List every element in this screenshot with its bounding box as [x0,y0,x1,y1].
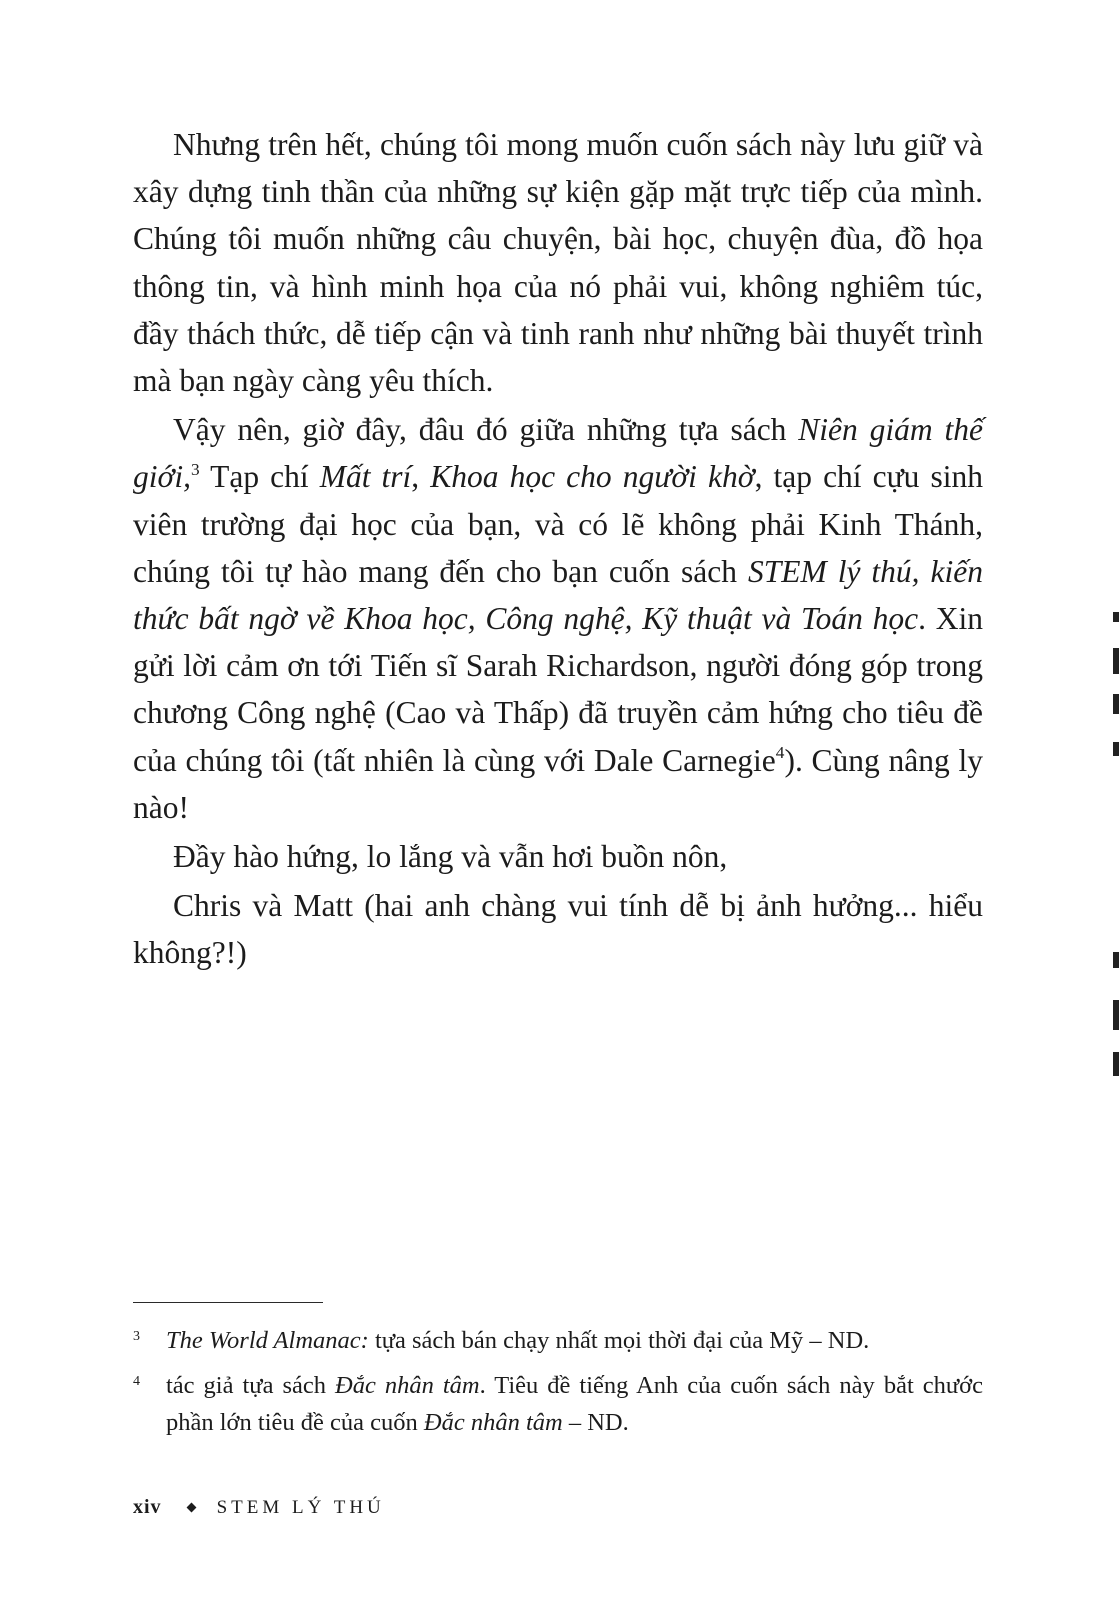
page-number: xiv [133,1496,162,1518]
edge-mark [1113,694,1119,714]
p2-text-1: Vậy nên, giờ đây, đâu đó giữa những tựa sách [173,412,799,448]
edge-mark [1113,1052,1119,1076]
p2-text-4: , tạp chí cựu sinh viên trường đại học của bạn, và có lẽ không phải Kinh Thánh, chúng tôi tự hào mang đến cho bạn cuốn sách [133,459,984,589]
running-footer [133,1496,385,1519]
edge-mark [1113,952,1119,968]
footnote-3 [133,1322,983,1359]
footnote-4 [133,1367,983,1441]
footnote-4-title-2: Đắc nhân tâm [423,1409,563,1436]
footnote-3-text: tựa sách bán chạy nhất mọi thời đại của Mỹ – ND. [368,1327,870,1354]
footnote-4-title-1: Đắc nhân tâm [335,1372,480,1399]
edge-mark [1113,648,1119,674]
p2-text-6: ). Cùng nâng ly nào! [133,742,984,825]
p2-title-stem: STEM lý thú, kiến thức bất ngờ về Khoa học, Công nghệ, Kỹ thuật và Toán học [133,553,984,637]
footnote-4-text-2: . Tiêu đề tiếng Anh của cuốn sách này bắt chước phần lớn tiêu đề của cuốn [166,1372,983,1436]
edge-mark [1113,742,1119,756]
footnote-number: 4 [133,1374,140,1389]
footnote-ref-3: 3 [190,460,200,480]
p2-title-mat-tri: Mất trí [319,459,412,495]
footnote-4-text-1: tác giả tựa sách [166,1372,335,1399]
paragraph-4-signature: Chris và Matt (hai anh chàng vui tính dễ bị ảnh hưởng... hiểu không?!) [133,888,983,971]
paragraph-3: Đầy hào hứng, lo lắng và vẫn hơi buồn nôn, [173,839,728,875]
p2-title-almanac: Niên giám thế giới, [133,412,983,495]
p2-text-5: . Xin gửi lời cảm ơn tới Tiến sĩ Sarah Richardson, người đóng góp trong chương Công nghệ (Cao và Thấp) đã truyền cảm hứng cho tiêu đề của chúng tôi (tất nhiên là cùng với Dale Carnegie [133,601,983,778]
p2-title-khoa-hoc: Khoa học cho người khờ [430,459,755,495]
footnote-rule [133,1302,323,1303]
running-title: STEM LÝ THÚ [216,1496,385,1518]
body-text [133,121,983,977]
edge-mark [1113,612,1119,622]
paragraph-1: Nhưng trên hết, chúng tôi mong muốn cuốn sách này lưu giữ và xây dựng tinh thần của những sự kiện gặp mặt trực tiếp của mình. Chúng tôi muốn những câu chuyện, bài học, chuyện đùa, đồ họa thông tin, và hình minh họa của nó phải vui, không nghiêm túc, đầy thách thức, dễ tiếp cận và tinh ranh như những bài thuyết trình mà bạn ngày càng yêu thích. [133,127,983,399]
paragraph-2 [133,406,983,831]
p2-text-2: Tạp chí [199,459,320,495]
edge-mark [1113,1000,1119,1030]
p2-text-3: , [411,459,431,495]
footnote-ref-4: 4 [775,743,785,763]
diamond-separator-icon [186,1503,196,1513]
footnote-number: 3 [133,1329,140,1344]
footnote-3-title: The World Almanac: [166,1327,369,1354]
footnote-4-text-3: – ND. [562,1409,629,1436]
footnotes [133,1322,983,1449]
